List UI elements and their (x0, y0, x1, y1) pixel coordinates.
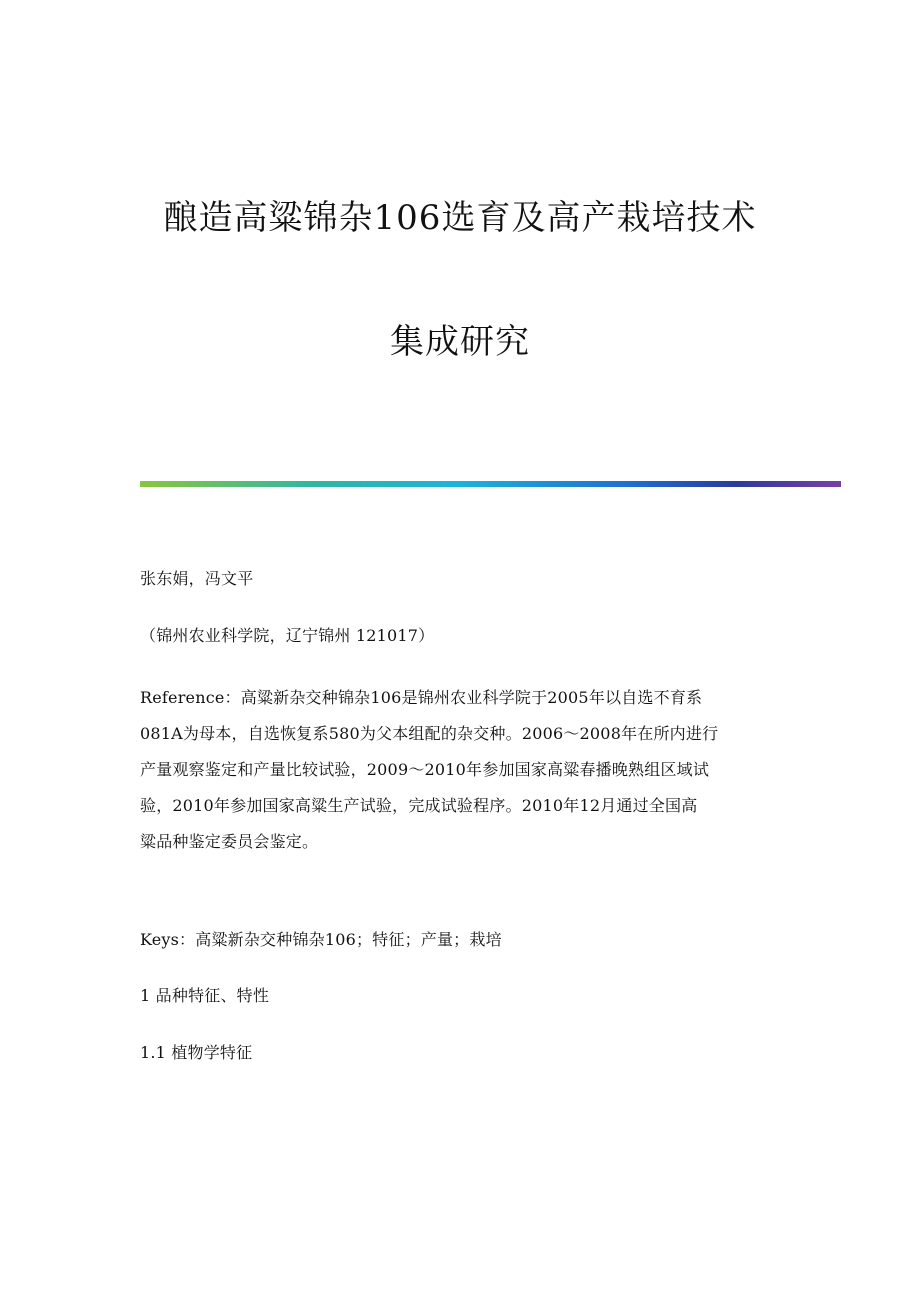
authors: 张东娟，冯文平 (140, 569, 254, 588)
title-divider (140, 481, 841, 487)
affiliation: （锦州农业科学院，辽宁锦州 121017） (140, 626, 435, 645)
reference-line: 产量观察鉴定和产量比较试验，2009～2010年参加国家高粱春播晚熟组区域试 (140, 760, 710, 779)
reference-line: 081A为母本，自选恢复系580为父本组配的杂交种。2006～2008年在所内进行 (140, 724, 719, 743)
section-heading-1-1: 1.1 植物学特征 (140, 1043, 253, 1062)
reference-line: 粱品种鉴定委员会鉴定。 (140, 832, 319, 851)
reference-line: Reference：高粱新杂交种锦杂106是锦州农业科学院于2005年以自选不育系 (140, 688, 703, 707)
title-line-2: 集成研究 (390, 322, 530, 362)
reference-line: 验，2010年参加国家高粱生产试验，完成试验程序。2010年12月通过全国高 (140, 796, 698, 815)
keywords: Keys：高粱新杂交种锦杂106；特征；产量；栽培 (140, 930, 502, 949)
title-line-1: 酿造高粱锦杂106选育及高产栽培技术 (163, 198, 757, 238)
reference-paragraph (140, 680, 780, 860)
section-heading-1: 1 品种特征、特性 (140, 986, 270, 1005)
